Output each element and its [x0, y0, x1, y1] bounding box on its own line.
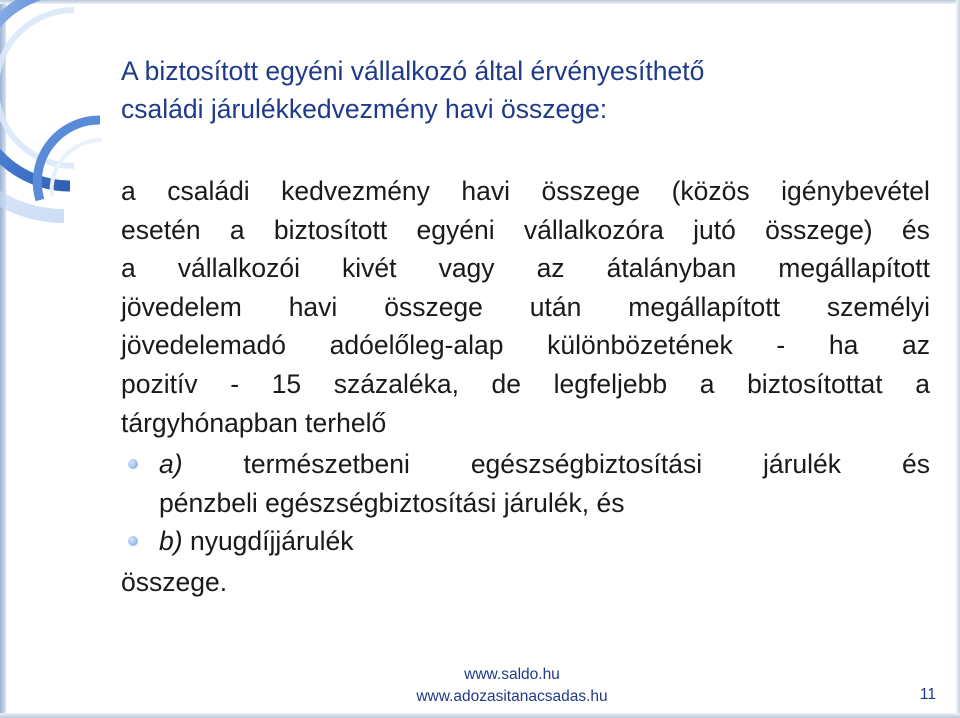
word: összege) — [765, 214, 873, 245]
paragraph-line — [121, 288, 930, 327]
word: 15 — [271, 368, 302, 399]
word: családi — [167, 176, 250, 206]
word: százaléka, — [333, 368, 459, 399]
word: összege — [384, 291, 483, 322]
paragraph-line — [121, 249, 930, 288]
slide-title — [121, 52, 881, 128]
bullet-list — [121, 445, 930, 561]
footer-link-adozasitanacsadas[interactable]: www.adozasitanacsadas.hu — [416, 688, 608, 705]
word: de — [491, 368, 522, 399]
paragraph — [121, 172, 930, 404]
decorative-arc-icon — [0, 0, 120, 260]
word: járulék — [762, 449, 842, 480]
word: egészségbiztosítási — [470, 449, 703, 480]
bullet-b-text: nyugdíjjárulék — [189, 526, 354, 557]
word: legfeljebb — [553, 368, 668, 399]
word: különbözetének — [547, 330, 733, 361]
word: a — [699, 368, 715, 399]
word: megállapított — [628, 291, 780, 322]
slide-frame-right — [956, 0, 960, 718]
word: adóelőleg-alap — [329, 330, 504, 361]
word: ha — [828, 330, 859, 361]
word: kivét — [342, 253, 397, 284]
page-number: 11 — [919, 686, 936, 703]
word: és — [901, 214, 930, 245]
bullet-a-first-line — [159, 445, 930, 484]
word: biztosítottat — [747, 368, 883, 399]
paragraph-line — [121, 211, 930, 250]
paragraph-line — [121, 365, 930, 404]
bullet-b-marker: b) — [159, 526, 183, 557]
bullet-item-a — [121, 445, 930, 522]
word: megállapított — [778, 253, 930, 284]
word: havi — [461, 176, 510, 206]
word: - — [230, 368, 240, 399]
word: a — [915, 368, 930, 399]
word: biztosított — [273, 214, 388, 245]
title-line-1: A biztosított egyéni vállalkozó által érvényesíthető — [121, 56, 705, 86]
slide-frame-top — [0, 0, 960, 4]
word: havi — [288, 291, 338, 322]
word: jövedelem — [121, 291, 242, 322]
word: vállalkozóra — [523, 214, 664, 245]
paragraph-line — [121, 172, 930, 211]
word: pozitív — [121, 368, 198, 399]
bullet-item-b — [121, 522, 930, 561]
word: igénybevétel — [781, 176, 930, 206]
word: átalányban — [606, 253, 737, 284]
word: összege — [541, 176, 641, 206]
slide-frame-bottom — [0, 713, 960, 718]
paragraph-last-line: tárgyhónapban terhelő — [121, 407, 387, 438]
word: egyéni — [416, 214, 495, 245]
bullet-a-second-line: pénzbeli egészségbiztosítási járulék, és — [159, 487, 625, 518]
word: kedvezmény — [281, 176, 430, 206]
slide-body — [121, 172, 930, 602]
word: jövedelemadó — [121, 330, 287, 361]
word: esetén — [121, 214, 201, 245]
word: (közös — [671, 176, 750, 206]
bullet-icon — [128, 459, 138, 469]
word: az — [536, 253, 565, 284]
word: után — [529, 291, 582, 322]
word: természetbeni — [243, 449, 410, 480]
word: vagy — [438, 253, 495, 284]
bullet-icon — [128, 536, 138, 546]
paragraph-line — [121, 326, 930, 365]
word: a — [229, 214, 245, 245]
title-line-2: családi járulékkedvezmény havi összege: — [121, 94, 608, 124]
word: személyi — [826, 291, 930, 322]
word: jutó — [693, 214, 736, 245]
word: és — [901, 449, 930, 480]
word: vállalkozói — [177, 253, 301, 284]
footer-links — [412, 664, 612, 708]
word: - — [776, 330, 786, 361]
paragraph-ending: összege. — [121, 566, 228, 597]
word: a — [121, 176, 136, 206]
word: az — [901, 330, 930, 361]
word: a — [121, 253, 136, 284]
bullet-a-marker: a) — [159, 449, 183, 480]
footer-link-saldo[interactable]: www.saldo.hu — [464, 666, 560, 683]
